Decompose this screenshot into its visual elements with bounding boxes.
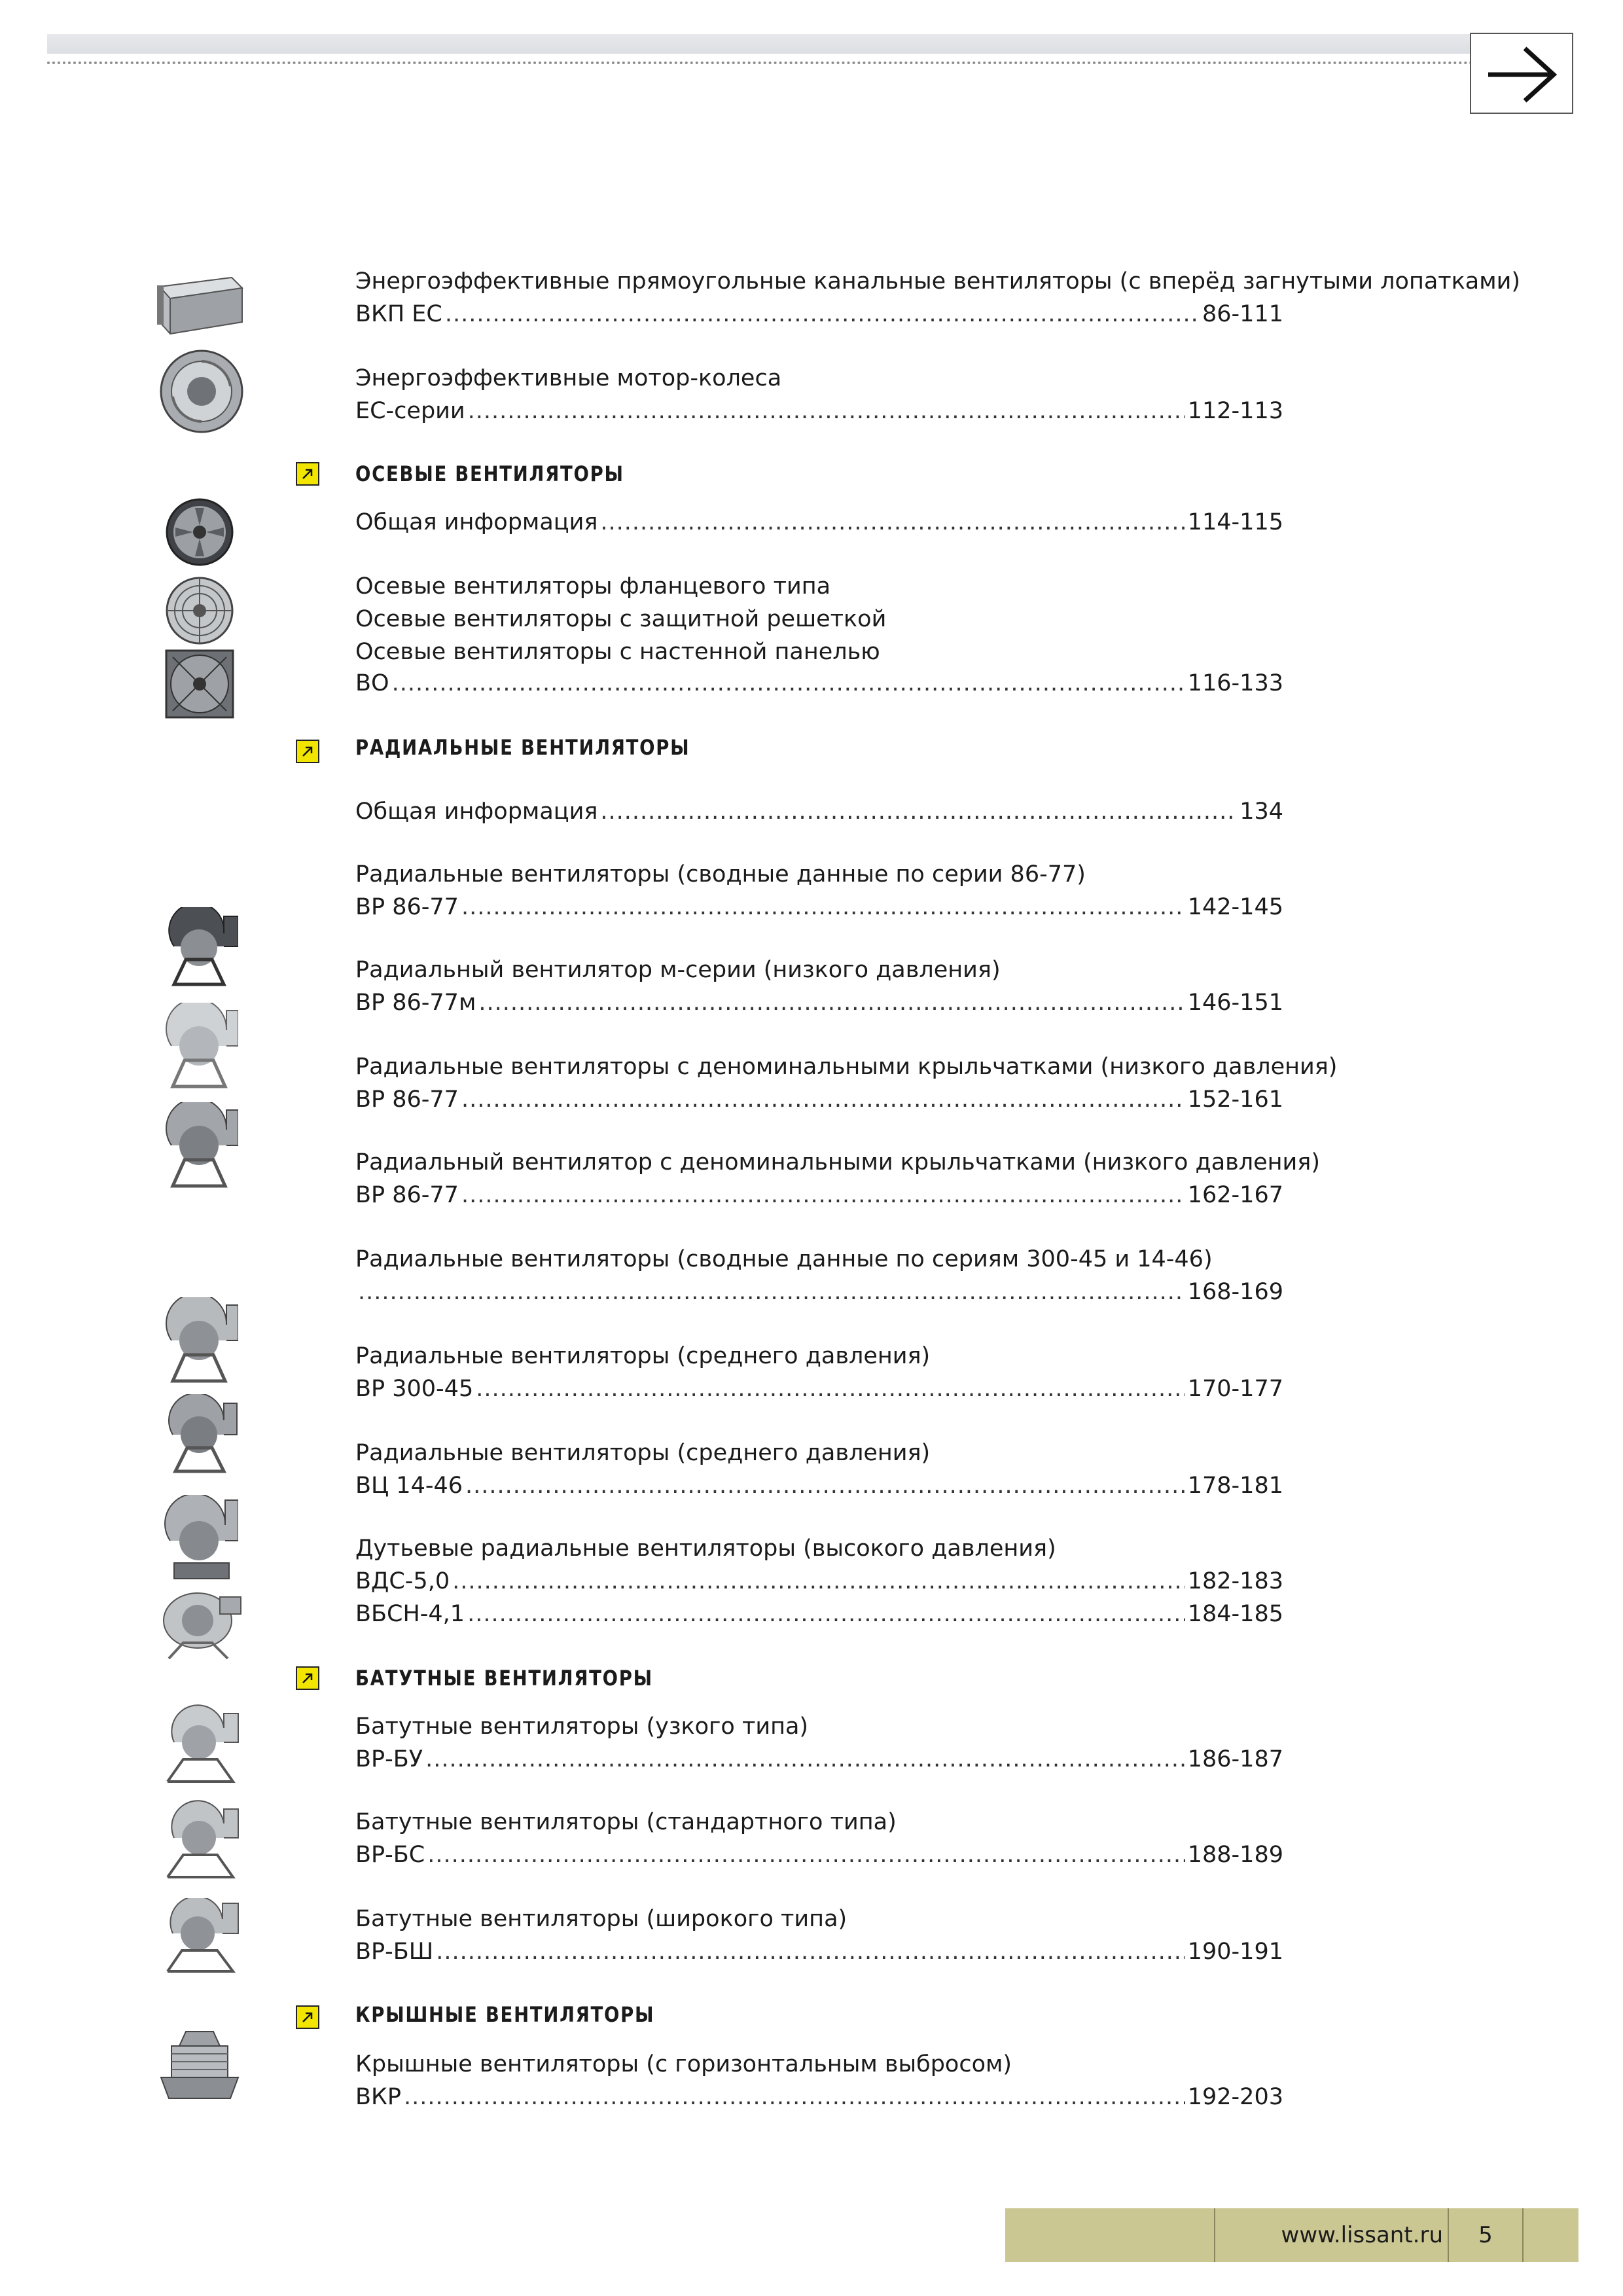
entry-code: ВР-БШ	[355, 1939, 434, 1965]
radial-fan-14-46-thumbnail	[161, 1394, 238, 1475]
roof-title: Крышные вентиляторы (с горизонтальным выбросом)	[355, 2051, 1012, 2077]
dot-leader	[436, 1936, 1185, 1967]
toc-entry-blower-vbsn[interactable]	[355, 1598, 1283, 1630]
dot-leader	[404, 2081, 1185, 2113]
entry-code: ВДС-5,0	[355, 1568, 450, 1594]
batut-narrow-thumbnail	[161, 1704, 240, 1785]
dot-leader	[600, 507, 1185, 538]
entry-code: ВР 86-77м	[355, 990, 476, 1016]
toc-entry-ec-motor[interactable]	[355, 395, 1283, 427]
entry-code: ВКР	[355, 2084, 401, 2110]
radial-entry-4-title: Радиальный вентилятор с деноминальными крыльчатками (низкого давления)	[355, 1149, 1321, 1175]
entry-pages: 184-185	[1187, 1601, 1283, 1627]
entry-pages: 162-167	[1187, 1182, 1283, 1208]
radial-entry-2-title: Радиальный вентилятор м-серии (низкого давления)	[355, 957, 1001, 983]
roof-fan-thumbnail	[157, 2026, 242, 2110]
axial-line-2: Осевые вентиляторы с защитной решеткой	[355, 606, 887, 632]
blower-title: Дутьевые радиальные вентиляторы (высокого давления)	[355, 1535, 1056, 1562]
dot-leader	[452, 1566, 1185, 1597]
footer-divider	[1522, 2208, 1524, 2262]
blower-vbsn-thumbnail	[157, 1588, 242, 1661]
dot-leader	[461, 1084, 1185, 1115]
heading-batut: БАТУТНЫЕ ВЕНТИЛЯТОРЫ	[355, 1666, 653, 1691]
dot-leader	[465, 1470, 1185, 1501]
section-marker-roof[interactable]	[296, 2005, 319, 2029]
radial-entry-1-title: Радиальные вентиляторы (сводные данные по серии 86-77)	[355, 861, 1086, 888]
radial-entry-6-title: Радиальные вентиляторы (среднего давления)	[355, 1343, 931, 1369]
axial-flange-fan-thumbnail	[164, 496, 236, 568]
entry-code: ВР 86-77	[355, 1086, 459, 1113]
toc-entry-radial-2[interactable]	[355, 987, 1283, 1018]
entry-pages: 192-203	[1187, 2084, 1283, 2110]
toc-entry-radial-general[interactable]	[355, 796, 1283, 827]
section-marker-radial[interactable]	[296, 740, 319, 763]
dot-leader	[358, 1276, 1185, 1308]
entry-code: ВР 86-77	[355, 1182, 459, 1208]
entry-pages: 186-187	[1187, 1746, 1283, 1772]
radial-entry-5-title: Радиальные вентиляторы (сводные данные по сериям 300-45 и 14-46)	[355, 1246, 1213, 1272]
toc-entry-radial-6[interactable]	[355, 1373, 1283, 1405]
toc-entry-batut-1[interactable]	[355, 1744, 1283, 1775]
axial-line-1: Осевые вентиляторы фланцевого типа	[355, 573, 831, 600]
entry-code: ЕС-серии	[355, 398, 465, 424]
dot-leader	[476, 1373, 1185, 1405]
dot-leader	[392, 668, 1185, 699]
entry-pages: 152-161	[1187, 1086, 1283, 1113]
section-marker-batut[interactable]	[296, 1666, 319, 1690]
entry-code: ВР 86-77	[355, 894, 459, 920]
radial-entry-7-title: Радиальные вентиляторы (среднего давления)	[355, 1440, 931, 1466]
footer-website-link[interactable]: www.lissant.ru	[1281, 2222, 1443, 2248]
toc-entry-batut-3[interactable]	[355, 1936, 1283, 1967]
entry-pages: 146-151	[1187, 990, 1283, 1016]
radial-entry-3-title: Радиальные вентиляторы с деноминальными крыльчатками (низкого давления)	[355, 1054, 1338, 1080]
heading-radial: РАДИАЛЬНЫЕ ВЕНТИЛЯТОРЫ	[355, 735, 690, 760]
entry-pages: 112-113	[1187, 398, 1283, 424]
toc-entry-ec-rect[interactable]	[355, 298, 1283, 330]
entry-pages: 114-115	[1187, 509, 1283, 535]
dot-leader	[427, 1839, 1185, 1871]
entry-pages: 178-181	[1187, 1473, 1283, 1499]
heading-roof: КРЫШНЫЕ ВЕНТИЛЯТОРЫ	[355, 2002, 655, 2027]
rect-duct-fan-thumbnail	[154, 268, 246, 336]
entry-pages: 134	[1240, 798, 1283, 825]
toc-entry-blower-vds[interactable]	[355, 1566, 1283, 1597]
entry-code: ВЦ 14-46	[355, 1473, 463, 1499]
motor-wheel-thumbnail	[157, 347, 246, 436]
entry-pages: 116-133	[1187, 670, 1283, 696]
entry-code: ВР-БУ	[355, 1746, 423, 1772]
toc-entry-radial-5[interactable]	[355, 1276, 1283, 1308]
batut-entry-1-title: Батутные вентиляторы (узкого типа)	[355, 1713, 809, 1740]
blower-vds-thumbnail	[161, 1495, 238, 1583]
dot-leader	[425, 1744, 1185, 1775]
axial-line-3: Осевые вентиляторы с настенной панелью	[355, 639, 880, 665]
footer-divider	[1214, 2208, 1215, 2262]
entry-code: ВР 300-45	[355, 1376, 474, 1402]
dot-leader	[468, 395, 1185, 427]
entry-code: Общая информация	[355, 798, 598, 825]
ec-motor-title: Энергоэффективные мотор-колеса	[355, 365, 782, 391]
radial-fan-thumbnail	[161, 907, 238, 988]
toc-entry-radial-7[interactable]	[355, 1470, 1283, 1501]
toc-entry-axial-vo[interactable]	[355, 668, 1283, 699]
section-marker-axial[interactable]	[296, 462, 319, 486]
toc-entry-radial-3[interactable]	[355, 1084, 1283, 1115]
dot-leader	[461, 1179, 1185, 1211]
entry-code: ВО	[355, 670, 389, 696]
arrow-up-right-icon	[300, 744, 315, 759]
entry-pages: 188-189	[1187, 1842, 1283, 1868]
entry-pages: 190-191	[1187, 1939, 1283, 1965]
toc-entry-axial-general[interactable]	[355, 507, 1283, 538]
batut-wide-thumbnail	[161, 1898, 240, 1975]
radial-fan-denominal-thumbnail	[161, 1102, 238, 1190]
batut-standard-thumbnail	[161, 1800, 240, 1881]
dot-leader	[600, 796, 1237, 827]
entry-code: ВБСН-4,1	[355, 1601, 465, 1627]
entry-pages: 170-177	[1187, 1376, 1283, 1402]
arrow-up-right-icon	[300, 2010, 315, 2024]
batut-entry-2-title: Батутные вентиляторы (стандартного типа)	[355, 1809, 897, 1835]
axial-wall-panel-fan-thumbnail	[164, 648, 236, 720]
entry-code: ВКП ЕС	[355, 301, 442, 327]
entry-pages: 168-169	[1187, 1279, 1283, 1305]
page-number: 5	[1478, 2222, 1493, 2248]
toc-entry-radial-4[interactable]	[355, 1179, 1283, 1211]
toc-entry-roof[interactable]	[355, 2081, 1283, 2113]
entry-pages: 142-145	[1187, 894, 1283, 920]
dot-leader	[461, 891, 1185, 923]
dot-leader	[467, 1598, 1185, 1630]
entry-code: Общая информация	[355, 509, 598, 535]
entry-pages: 182-183	[1187, 1568, 1283, 1594]
arrow-up-right-icon	[300, 467, 315, 481]
radial-fan-300-45-thumbnail	[161, 1297, 238, 1385]
dot-leader	[445, 298, 1200, 330]
batut-entry-3-title: Батутные вентиляторы (широкого типа)	[355, 1906, 847, 1932]
entry-code: ВР-БС	[355, 1842, 425, 1868]
entry-pages: 86-111	[1202, 301, 1283, 327]
dot-leader	[478, 987, 1185, 1018]
toc-entry-batut-2[interactable]	[355, 1839, 1283, 1871]
toc-entry-radial-1[interactable]	[355, 891, 1283, 923]
radial-fan-m-thumbnail	[161, 1003, 238, 1090]
axial-grille-fan-thumbnail	[164, 575, 236, 647]
heading-axial: ОСЕВЫЕ ВЕНТИЛЯТОРЫ	[355, 461, 624, 486]
ec-rect-title: Энергоэффективные прямоугольные канальные вентиляторы (с вперёд загнутыми лопатками)	[355, 268, 1521, 295]
arrow-up-right-icon	[300, 1671, 315, 1685]
